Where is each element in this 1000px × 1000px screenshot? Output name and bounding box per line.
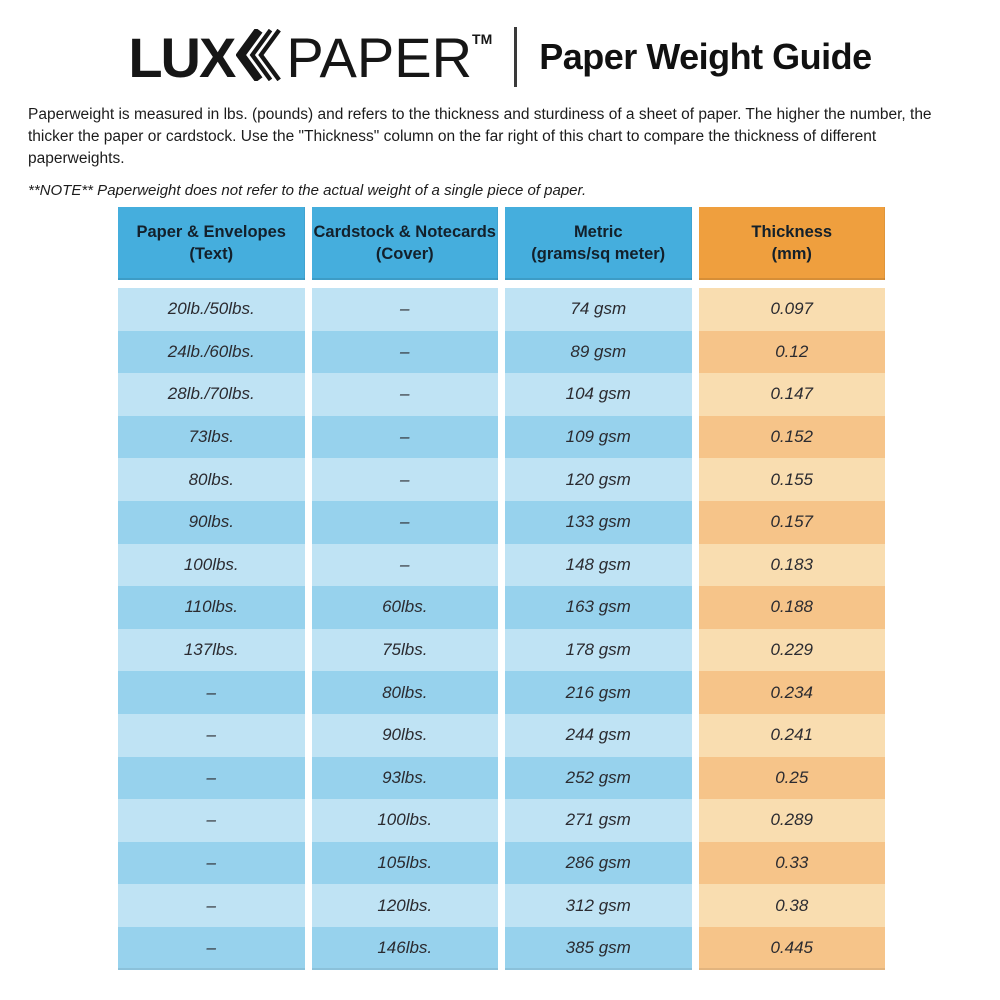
table-header-row xyxy=(118,207,885,280)
table-row xyxy=(118,544,885,587)
table-cell: 100lbs. xyxy=(118,544,305,587)
thickness-cell: 0.152 xyxy=(699,416,886,459)
thickness-cell: 0.097 xyxy=(699,288,886,331)
table-cell: 100lbs. xyxy=(312,799,499,842)
table-cell: 93lbs. xyxy=(312,757,499,800)
table-row xyxy=(118,884,885,927)
table-cell: – xyxy=(312,458,499,501)
thickness-cell: 0.33 xyxy=(699,842,886,885)
thickness-cell: 0.445 xyxy=(699,927,886,970)
table-cell: – xyxy=(118,799,305,842)
table-cell: 120 gsm xyxy=(505,458,692,501)
table-cell: 80lbs. xyxy=(118,458,305,501)
table-cell: 74 gsm xyxy=(505,288,692,331)
thickness-cell: 0.147 xyxy=(699,373,886,416)
table-cell: 120lbs. xyxy=(312,884,499,927)
thickness-cell: 0.155 xyxy=(699,458,886,501)
table-cell: – xyxy=(312,416,499,459)
table-cell: – xyxy=(118,757,305,800)
table-row xyxy=(118,799,885,842)
table-row xyxy=(118,416,885,459)
table-row xyxy=(118,331,885,374)
table-cell: 20lb./50lbs. xyxy=(118,288,305,331)
table-cell: 89 gsm xyxy=(505,331,692,374)
table-row xyxy=(118,373,885,416)
table-row xyxy=(118,458,885,501)
thickness-cell: 0.38 xyxy=(699,884,886,927)
header-line: (Text) xyxy=(189,244,234,263)
table-cell: 244 gsm xyxy=(505,714,692,757)
intro-paragraph: Paperweight is measured in lbs. (pounds) and refers to the thickness and sturdiness of a sheet of paper. The higher the number, the thicker the paper or cardstock. Use the "Thickness" column on the far right of this chart to compare the thickness of different paperweights. xyxy=(28,106,932,167)
header-line: Cardstock & Notecards xyxy=(313,223,496,242)
table-row xyxy=(118,501,885,544)
brand-bar xyxy=(0,0,1000,90)
table-cell: 90lbs. xyxy=(312,714,499,757)
table-cell: 109 gsm xyxy=(505,416,692,459)
table-body xyxy=(118,288,885,970)
table-cell: – xyxy=(312,501,499,544)
table-cell: 90lbs. xyxy=(118,501,305,544)
header-line: Thickness xyxy=(751,223,833,242)
table-row xyxy=(118,714,885,757)
header-metric xyxy=(505,207,692,280)
brand-divider xyxy=(514,27,517,87)
header-thickness xyxy=(699,207,886,280)
header-line: Metric xyxy=(573,223,623,242)
table-cell: – xyxy=(118,842,305,885)
thickness-cell: 0.157 xyxy=(699,501,886,544)
table-cell: 80lbs. xyxy=(312,671,499,714)
table-cell: 178 gsm xyxy=(505,629,692,672)
table-row xyxy=(118,842,885,885)
table-cell: 252 gsm xyxy=(505,757,692,800)
table-row xyxy=(118,629,885,672)
table-row xyxy=(118,586,885,629)
table-cell: – xyxy=(312,544,499,587)
thickness-cell: 0.241 xyxy=(699,714,886,757)
lux-paper-logo xyxy=(128,25,492,90)
thickness-cell: 0.229 xyxy=(699,629,886,672)
table-cell: 312 gsm xyxy=(505,884,692,927)
table-cell: 73lbs. xyxy=(118,416,305,459)
table-cell: 271 gsm xyxy=(505,799,692,842)
table-cell: 137lbs. xyxy=(118,629,305,672)
table-cell: – xyxy=(118,671,305,714)
table-cell: – xyxy=(118,884,305,927)
thickness-cell: 0.234 xyxy=(699,671,886,714)
thickness-cell: 0.188 xyxy=(699,586,886,629)
thickness-cell: 0.25 xyxy=(699,757,886,800)
trademark-symbol: TM xyxy=(472,30,493,47)
table-cell: 286 gsm xyxy=(505,842,692,885)
table-cell: 163 gsm xyxy=(505,586,692,629)
paper-weight-table xyxy=(118,207,885,970)
table-cell: – xyxy=(312,288,499,331)
note-text: **NOTE** Paperweight does not refer to the actual weight of a single piece of paper. xyxy=(28,182,587,199)
table-cell: 24lb./60lbs. xyxy=(118,331,305,374)
header-line: (Cover) xyxy=(375,244,434,263)
header-line: Paper & Envelopes xyxy=(136,223,286,242)
logo-lux-text: LUX xyxy=(128,25,235,89)
table-row xyxy=(118,288,885,331)
thickness-cell: 0.12 xyxy=(699,331,886,374)
table-cell: 133 gsm xyxy=(505,501,692,544)
table-cell: 60lbs. xyxy=(312,586,499,629)
table-cell: – xyxy=(312,373,499,416)
table-row xyxy=(118,757,885,800)
table-cell: 105lbs. xyxy=(312,842,499,885)
table-cell: 146lbs. xyxy=(312,927,499,970)
table-cell: 148 gsm xyxy=(505,544,692,587)
table-cell: 75lbs. xyxy=(312,629,499,672)
table-cell: 385 gsm xyxy=(505,927,692,970)
page-title: Paper Weight Guide xyxy=(539,36,872,77)
header-line: (mm) xyxy=(771,244,812,263)
thickness-cell: 0.289 xyxy=(699,799,886,842)
thickness-cell: 0.183 xyxy=(699,544,886,587)
table-cell: 110lbs. xyxy=(118,586,305,629)
table-cell: 216 gsm xyxy=(505,671,692,714)
logo-paper-text: PAPER xyxy=(286,25,473,89)
table-cell: – xyxy=(312,331,499,374)
table-cell: 104 gsm xyxy=(505,373,692,416)
table-cell: – xyxy=(118,714,305,757)
table-row xyxy=(118,671,885,714)
header-cardstock-notecards xyxy=(312,207,499,280)
table-cell: – xyxy=(118,927,305,970)
lux-chevron-icon xyxy=(236,29,282,86)
table-cell: 28lb./70lbs. xyxy=(118,373,305,416)
header-line: (grams/sq meter) xyxy=(531,244,666,263)
header-paper-envelopes xyxy=(118,207,305,280)
table-row xyxy=(118,927,885,970)
